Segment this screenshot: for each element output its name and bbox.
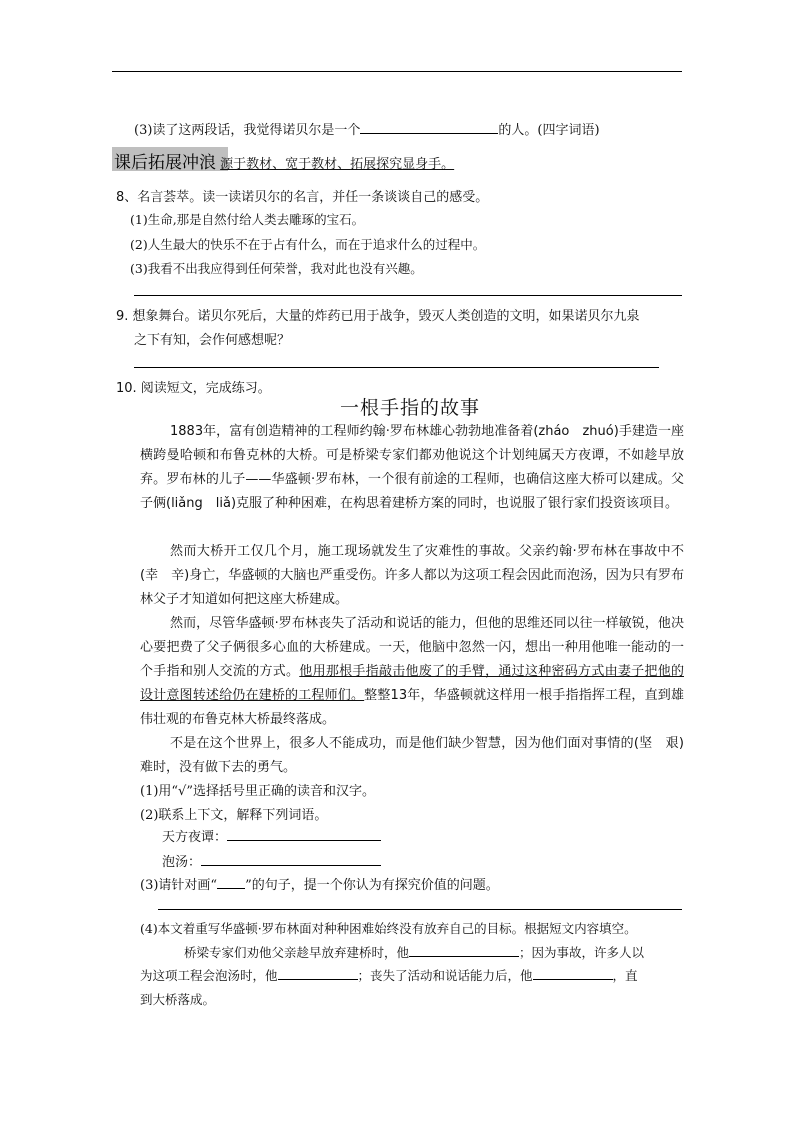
answer-line-q9[interactable] (134, 367, 659, 368)
question-10-stem: 10. 阅读短文，完成练习。 (116, 381, 271, 396)
sub-question-3-text-b: ”的句子，提一个你认为有探究价值的问题。 (245, 878, 499, 893)
underline-sample (217, 887, 245, 889)
fill-text: 为这项工程会泡汤时，他 (140, 968, 278, 983)
underlined-sentence: 他用那根手指敲击他废了的手臂，通过这种密码方式由妻子把他的设计意图转述给仍在建桥的工程师们。 (140, 664, 684, 703)
question-8-stem: 8、名言荟萃。读一读诺贝尔的名言，并任一条谈谈自己的感受。 (116, 190, 489, 205)
answer-line-sub3[interactable] (158, 909, 682, 910)
answer-blank[interactable] (227, 839, 381, 841)
sub-question-4: (4)本文着重写华盛顿·罗布林面对种种困难始终没有放弃自己的目标。根据短文内容填空。 (140, 921, 637, 936)
fill-line-3: 到大桥落成。 (140, 992, 216, 1007)
answer-blank[interactable] (360, 132, 498, 134)
answer-blank[interactable] (533, 978, 613, 980)
question-9-line1: 9. 想象舞台。诺贝尔死后，大量的炸药已用于战争，毁灭人类创造的文明，如果诺贝尔九泉 (116, 309, 640, 324)
fill-line-1 (184, 943, 644, 961)
paragraph-3-text-a: 然而，尽管华盛顿·罗布林丧失了活动和说话的能力，但他的思维还同以往一样敏锐，他决心要把费了父子俩很多心血的大桥建成。一天，他脑中忽然一闪，想出一种用他唯一能动的一个手指和别人交流的方式。 (140, 616, 684, 679)
header-rule (112, 71, 682, 72)
paragraph-3-text-b: 整整13年，华盛顿就这样用一根手指指挥工程，直到雄伟壮观的布鲁克林大桥最终落成。 (140, 688, 684, 727)
term-paotang (162, 851, 381, 870)
term-label: 泡汤： (162, 855, 202, 870)
fill-text: 桥梁专家们劝他父亲趁早放弃建桥时，他 (184, 945, 410, 960)
sub-question-2: (2)联系上下文，解释下列词语。 (140, 808, 328, 823)
quote-1: (1)生命,那是自然付给人类去雕琢的宝石。 (130, 212, 365, 227)
story-paragraph-1: 1883年，富有创造精神的工程师约翰·罗布林雄心勃勃地准备着(zháo zhuó)手建造一座横跨曼哈顿和布鲁克林的大桥。可是桥梁专家们都劝他说这个计划纯属天方夜谭，不如趁早放弃。罗布林的儿子——华盛顿·罗布林，一个很有前途的工程师，也确信这座大桥可以建成。父子俩(liǎng liǎ)克服了种种困难，在构思着建桥方案的同时，也说服了银行家们投资该项目。 (140, 424, 684, 511)
story-paragraph-2: 然而大桥开工仅几个月，施工现场就发生了灾难性的事故。父亲约翰·罗布林在事故中不(幸 辛)身亡，华盛顿的大脑也严重受伤。许多人都以为这项工程会因此而泡汤，因为只有罗布林父子才知道如何把这座大桥建成。 (140, 544, 684, 607)
sub-question-3-text-a: (3)请针对画“ (140, 878, 218, 893)
question-3-prev (134, 119, 600, 138)
section-title: 课后拓展冲浪 (114, 153, 216, 173)
answer-blank[interactable] (409, 955, 519, 957)
story-title: 一根手指的故事 (340, 397, 481, 419)
story-paragraph-4: 不是在这个世界上，很多人不能成功，而是他们缺少智慧，因为他们面对事情的(坚 艰)难时，没有做下去的勇气。 (140, 736, 684, 775)
fill-text: ；丧失了活动和说话能力后，他 (357, 968, 533, 983)
question-suffix: 的人。(四字词语) (498, 123, 600, 138)
term-label: 天方夜谭： (162, 830, 228, 845)
fill-text: ，直 (612, 968, 638, 983)
answer-line-q8[interactable] (134, 295, 682, 296)
question-text: (3)读了这两段话，我觉得诺贝尔是一个 (134, 123, 361, 138)
sub-question-1: (1)用“√”选择括号里正确的读音和汉字。 (140, 784, 375, 799)
answer-blank[interactable] (278, 978, 358, 980)
term-tianfangyetan (162, 826, 381, 845)
fill-line-2 (140, 966, 638, 984)
fill-text: ；因为事故，许多人以 (519, 945, 645, 960)
story-paragraph-3 (140, 612, 684, 732)
section-header (114, 148, 454, 173)
question-9-line2: 之下有知，会作何感想呢？ (134, 333, 291, 348)
quote-3: (3)我看不出我应得到任何荣誉，我对此也没有兴趣。 (130, 261, 423, 276)
sub-question-3 (140, 874, 499, 893)
quote-2: (2)人生最大的快乐不在于占有什么，而在于追求什么的过程中。 (130, 237, 486, 252)
section-subtitle: 源于教材、宽于教材、拓展探究显身手。 (220, 157, 455, 172)
answer-blank[interactable] (201, 864, 381, 866)
